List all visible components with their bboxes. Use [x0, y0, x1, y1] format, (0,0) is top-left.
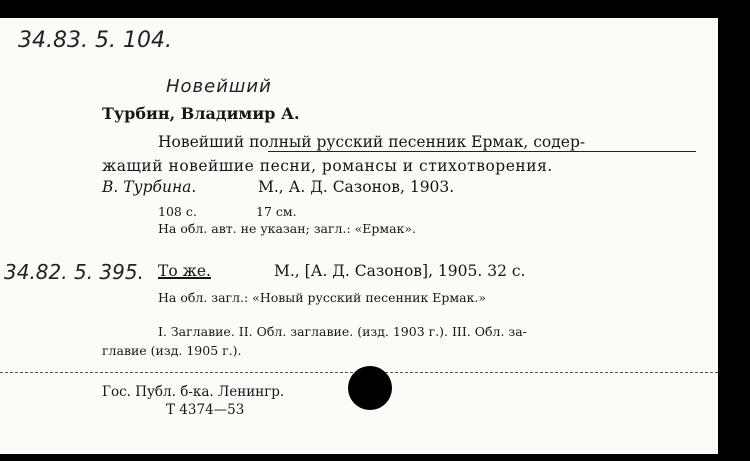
title-line-2: жащий новейшие песни, романсы и стихотворения.	[102, 157, 553, 175]
same-label: То же.	[158, 262, 211, 280]
tracing-line-2: главие (изд. 1905 г.).	[102, 343, 242, 358]
handwritten-note: Новейший	[166, 76, 272, 97]
title-author-statement: В. Турбина.	[102, 178, 197, 196]
imprint-1905: М., [А. Д. Сазонов], 1905. 32 с.	[274, 262, 526, 280]
imprint-1903: М., А. Д. Сазонов, 1903.	[258, 178, 455, 196]
note-second-title: На обл. загл.: «Новый русский песенник Ермак.»	[158, 290, 486, 305]
pagination: 108 с.	[158, 204, 197, 219]
catalog-card	[0, 18, 718, 454]
library-code: Т 4374—53	[166, 402, 245, 418]
pencil-underline	[268, 151, 696, 152]
title-line-1: Новейший полный русский песенник Ермак, содер-	[158, 133, 586, 151]
author-heading: Турбин, Владимир А.	[102, 104, 300, 123]
size: 17 см.	[256, 204, 297, 219]
call-number-top: 34.83. 5. 104.	[18, 28, 172, 53]
tracing-line-1: I. Заглавие. II. Обл. заглавие. (изд. 1903 г.). III. Обл. за-	[158, 324, 527, 339]
punch-hole	[348, 366, 392, 410]
note-cover-title: На обл. авт. не указан; загл.: «Ермак».	[158, 221, 417, 236]
call-number-second: 34.82. 5. 395.	[4, 260, 144, 284]
library-name: Гос. Публ. б-ка. Ленингр.	[102, 384, 285, 400]
